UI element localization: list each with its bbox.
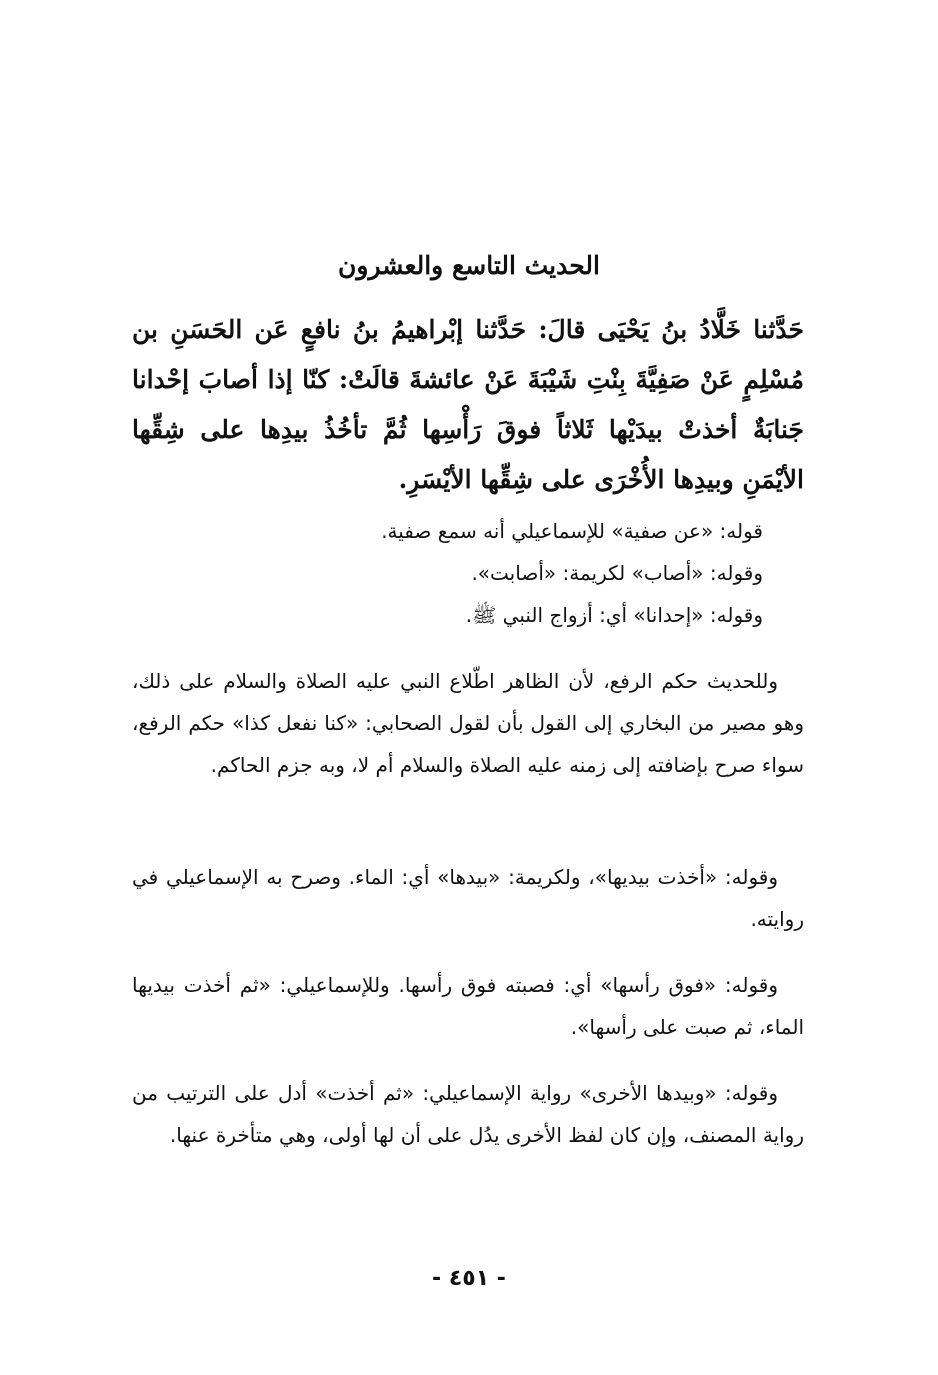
- page-number: - ٤٥١ -: [432, 1266, 506, 1291]
- commentary-paragraph: وللحديث حكم الرفع، لأن الظاهر اطّلاع النبي عليه الصلاة والسلام على ذلك، وهو مصير من البخاري إلى القول بأن لقول الصحابي: «كنا نفعل كذا» حكم الرفع، سواء صرح بإضافته إلى زمنه عليه الصلاة والسلام أم لا، وبه جزم الحاكم.: [132, 669, 804, 777]
- commentary-paragraph: وقوله: «أخذت بيديها»، ولكريمة: «بيدها» أي: الماء. وصرح به الإسماعيلي في روايته.: [132, 865, 804, 931]
- hadith-text: حَدَّثنا خَلَّادُ بنُ يَحْيَى قالَ: حَدَّثنا إبْراهيمُ بنُ نافعٍ عَن الحَسَنِ بن مُسْلِمٍ عَنْ صَفِيَّةَ بِنْتِ شَيْبَةَ عَنْ عائشةَ قالَتْ: كنّا إذا أصابَ إحْدانا جَنابَةٌ أخذتْ بيدَيْها ثَلاثاً فوقَ رَأْسِها ثُمَّ تأخُذُ بيدِها على شِقِّها الأيْمَنِ وبيدِها الأُخْرَى على شِقِّها الأيْسَرِ.: [132, 315, 804, 494]
- note-line: وقوله: «إحدانا» أي: أزواج النبي ﷺ.: [465, 603, 763, 627]
- note-line: وقوله: «أصاب» لكريمة: «أصابت».: [471, 561, 763, 585]
- commentary-paragraph: وقوله: «وبيدها الأخرى» رواية الإسماعيلي: «ثم أخذت» أدل على الترتيب من رواية المصنف، وإن كان لفظ الأخرى يدُل على أن لها أولى، وهي متأخرة عنها.: [132, 1081, 804, 1147]
- notes-list: [133, 510, 763, 636]
- commentary-paragraph: وقوله: «فوق رأسها» أي: فصبته فوق رأسها. وللإسماعيلي: «ثم أخذت بيديها الماء، ثم صبت على رأسها».: [132, 973, 804, 1039]
- note-line: قوله: «عن صفية» للإسماعيلي أنه سمع صفية.: [381, 519, 763, 543]
- chapter-title: الحديث التاسع والعشرون: [338, 251, 600, 280]
